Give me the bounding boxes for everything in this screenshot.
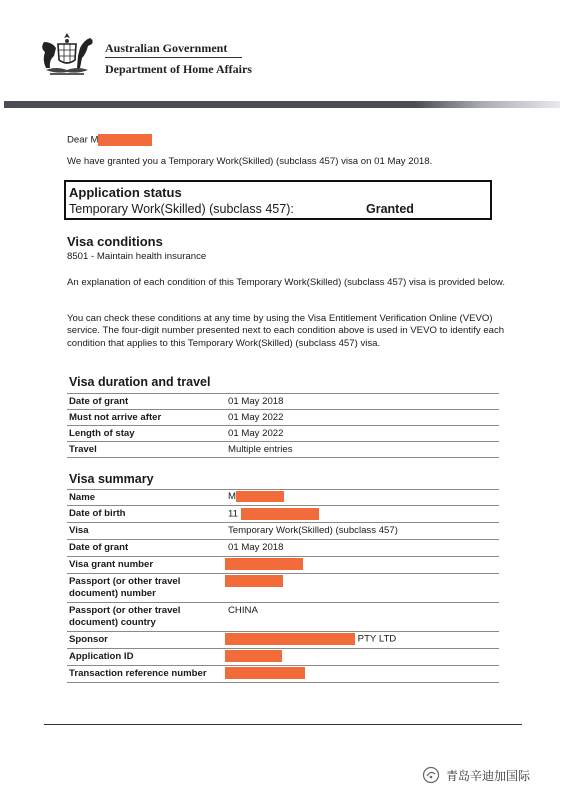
condition-item: 8501 - Maintain health insurance [67,251,207,262]
table-row [67,490,499,506]
row-label: Passport (or other travel document) number [69,576,181,599]
row-value: 01 May 2022 [228,412,284,423]
row-label: Application ID [69,651,134,662]
table-row [67,632,499,649]
table-row [67,666,499,683]
government-name: Australian Government [105,41,228,55]
redaction-block [241,508,319,520]
row-value: 01 May 2018 [228,542,284,553]
wechat-logo-icon [422,766,440,784]
status-value: Granted [366,202,414,216]
row-value: 01 May 2018 [228,396,284,407]
table-row [67,394,499,410]
table-row [67,506,499,523]
row-label: Sponsor [69,634,108,645]
redaction-block [225,633,355,645]
row-value [225,575,283,588]
table-row [67,574,499,603]
header-bar [4,101,560,108]
row-value: Temporary Work(Skilled) (subclass 457) [228,525,398,536]
table-row [67,442,499,458]
table-row [67,540,499,557]
department-name: Department of Home Affairs [105,62,252,76]
grant-sentence: We have granted you a Temporary Work(Skilled) (subclass 457) visa on 01 May 2018. [67,156,433,167]
row-value: CHINA [228,605,258,616]
row-label: Transaction reference number [69,668,207,679]
status-visa: Temporary Work(Skilled) (subclass 457): [69,202,294,216]
table-row [67,523,499,540]
summary-table [67,490,499,683]
coat-of-arms-icon [36,30,98,78]
row-label: Must not arrive after [69,412,162,423]
table-row [67,603,499,632]
row-label: Visa [69,525,89,536]
duration-title: Visa duration and travel [69,375,211,389]
watermark-text: 青岛辛迪加国际 [446,769,531,783]
row-value: M [228,491,284,503]
row-value [225,558,303,571]
application-status-box [64,180,492,220]
conditions-title: Visa conditions [67,234,163,249]
row-value: 01 May 2022 [228,428,284,439]
row-label: Date of birth [69,508,126,519]
greeting-line [67,134,152,146]
redaction-block [225,667,305,679]
row-value [225,667,305,680]
conditions-explanation: An explanation of each condition of this Temporary Work(Skilled) (subclass 457) visa is provided below. [67,277,505,288]
row-label: Date of grant [69,396,129,407]
row-value [225,650,282,663]
table-row [67,649,499,666]
status-row [69,202,490,216]
summary-title: Visa summary [69,472,154,486]
redaction-block [98,134,152,146]
row-label: Travel [69,444,97,455]
vevo-note: You can check these conditions at any time by using the Visa Entitlement Verification Online (VEVO) service. The four-digit number presented next to each condition above is used in VEVO to identify each condition that applies to this Temporary Work(Skilled) (subclass 457) visa. [67,313,505,349]
table-row [67,410,499,426]
greeting-text: Dear M [67,134,99,146]
row-label: Passport (or other travel document) country [69,605,181,628]
status-title: Application status [69,185,182,200]
letterhead [36,30,316,78]
row-value: Multiple entries [228,444,293,455]
table-row [67,557,499,574]
header-rule [105,57,242,58]
duration-table [67,394,499,458]
redaction-block [225,575,283,587]
footer-rule [44,724,522,725]
row-label: Date of grant [69,542,129,553]
row-label: Visa grant number [69,559,154,570]
row-value: PTY LTD [225,633,396,646]
redaction-block [225,558,303,570]
table-row [67,426,499,442]
redaction-block [225,650,282,662]
redaction-block [236,491,284,502]
row-value: 11 [228,508,319,521]
row-label: Name [69,492,96,503]
row-label: Length of stay [69,428,135,439]
